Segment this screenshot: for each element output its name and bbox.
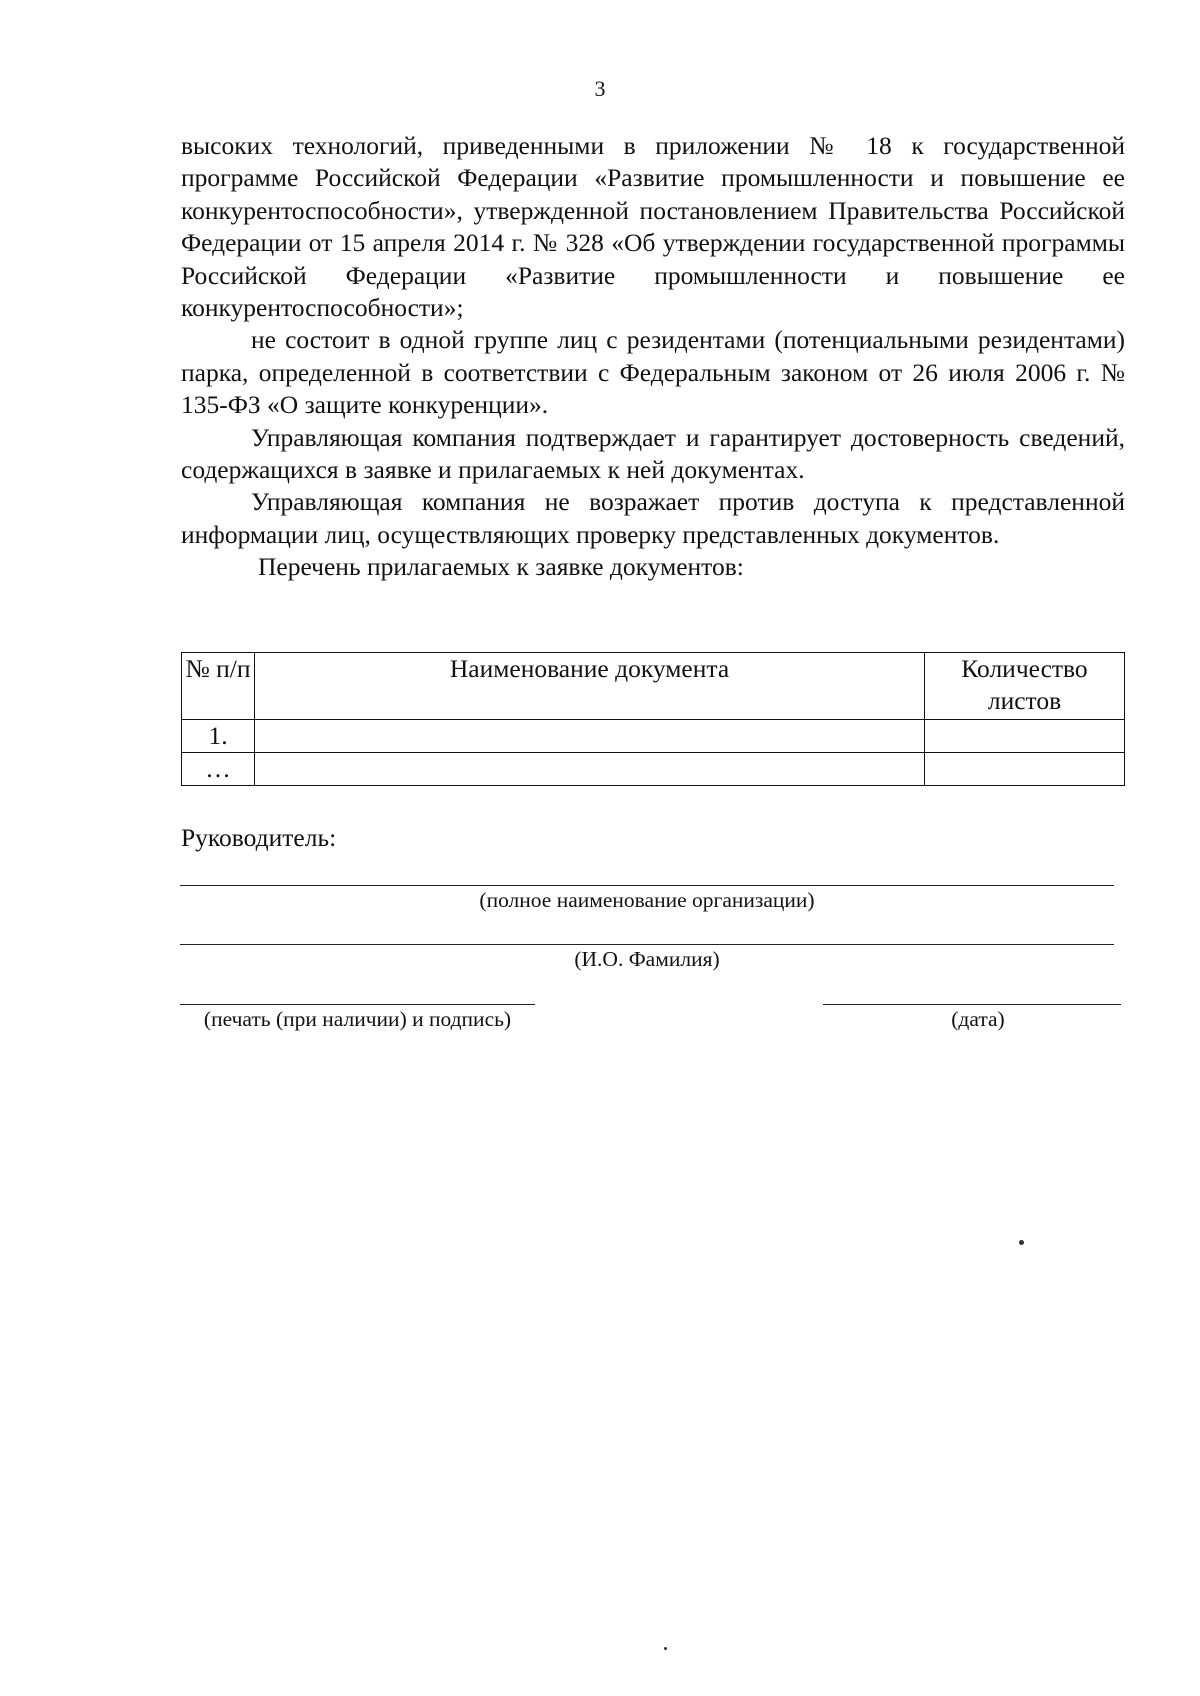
full-name-line [180, 944, 1114, 945]
row-number: … [182, 753, 255, 786]
table-row [182, 720, 1125, 753]
date-caption: (дата) [951, 1007, 1005, 1031]
scan-speck [664, 1647, 667, 1650]
row-sheet-count [925, 720, 1125, 753]
scan-speck [1019, 1240, 1024, 1245]
table-header-row [182, 653, 1125, 720]
row-sheet-count [925, 753, 1125, 786]
table-row [182, 753, 1125, 786]
page-number: 3 [594, 76, 606, 101]
body-text [181, 130, 1125, 584]
paragraph-group-of-persons: не состоит в одной группе лиц с резидентами (потенциальными резидентами) парка, определенной в соответствии с Федеральным законом от 26 июля 2006 г. № 135-ФЗ «О защите конкуренции». [181, 325, 1125, 420]
org-name-caption: (полное наименование организации) [479, 888, 815, 912]
row-number: 1. [182, 720, 255, 753]
signature-line [180, 1004, 535, 1005]
row-document-name [255, 753, 925, 786]
date-line [823, 1004, 1121, 1005]
paragraph-access: Управляющая компания не возражает против доступа к представленной информации лиц, осуществляющих проверку представленных документов. [181, 487, 1125, 549]
documents-list-caption: Перечень прилагаемых к заявке документов: [258, 552, 744, 582]
header-sheet-count: Количество листов [925, 653, 1125, 720]
paragraph-guarantee: Управляющая компания подтверждает и гарантирует достоверность сведений, содержащихся в заявке и прилагаемых к ней документах. [181, 422, 1125, 485]
full-name-caption: (И.О. Фамилия) [574, 947, 720, 971]
paragraph-continuation: высоких технологий, приведенными в приложении № 18 к государственной программе Российской Федерации «Развитие промышленности и повышение ее конкурентоспособности», утвержденной постановлением Правительства Российской Федерации от 15 апреля 2014 г. № 328 «Об утверждении государственной программы Российской Федерации «Развитие промышленности и повышение ее конкурентоспособности»; [181, 131, 1125, 323]
org-name-line [180, 885, 1114, 886]
head-label: Руководитель: [181, 823, 337, 852]
header-number: № п/п [182, 653, 255, 720]
signature-caption: (печать (при наличии) и подпись) [203, 1007, 512, 1031]
attached-documents-table [181, 652, 1125, 786]
row-document-name [255, 720, 925, 753]
header-document-name: Наименование документа [255, 653, 925, 720]
